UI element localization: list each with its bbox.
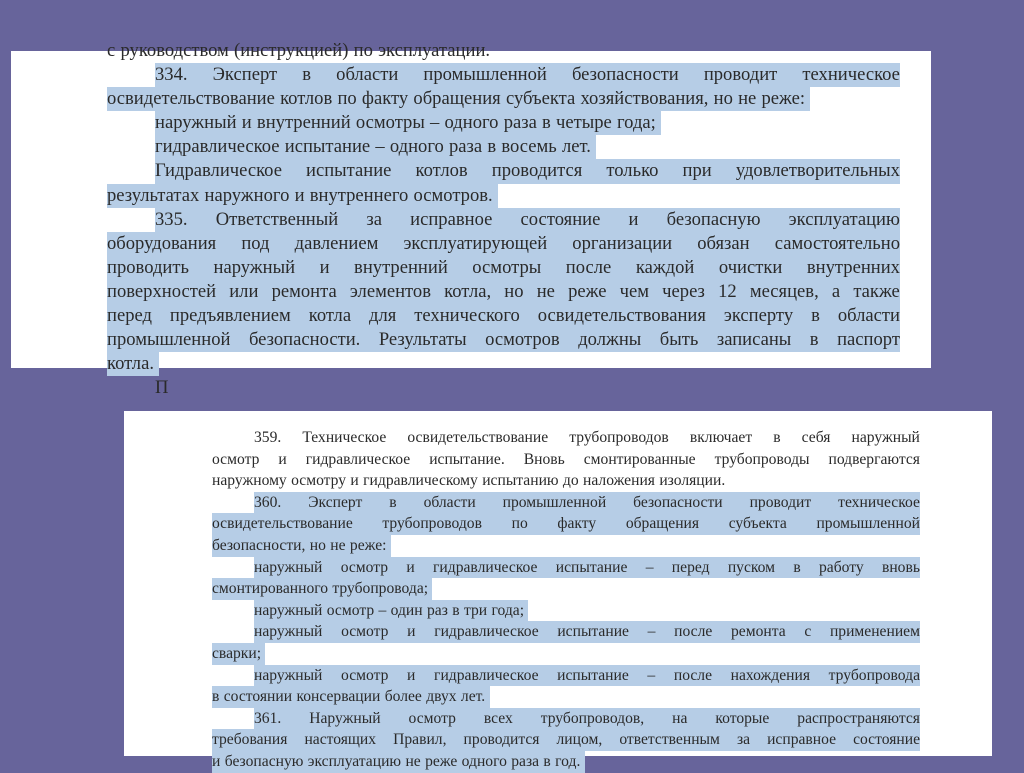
word: состоянии <box>224 686 297 708</box>
word: факту <box>362 87 413 111</box>
word: пуском <box>728 557 775 579</box>
word: внутренних <box>807 256 900 280</box>
top-document-text <box>107 39 900 400</box>
word: лет. <box>461 686 490 708</box>
document-line <box>107 159 900 183</box>
word: Техническое <box>302 429 387 446</box>
word: осмотру <box>291 472 347 490</box>
word: Результаты <box>379 328 467 352</box>
word: промышленной <box>423 63 546 87</box>
word: проводить <box>107 256 189 280</box>
word: 335. <box>155 208 188 232</box>
document-line <box>212 708 920 730</box>
word: должны <box>578 328 641 352</box>
word: под <box>241 232 269 256</box>
word: осмотр <box>341 557 388 579</box>
word: субъекта <box>729 513 787 535</box>
word: испытание <box>557 665 629 687</box>
word: реже: <box>762 87 811 111</box>
word: П <box>155 377 169 399</box>
word: раза <box>511 751 543 773</box>
word: гидравлическое <box>433 557 537 579</box>
word: не <box>330 535 350 557</box>
word: не <box>537 280 555 304</box>
word: всех <box>484 708 513 730</box>
word: эксплуатацию <box>789 208 900 232</box>
word: котлов <box>280 87 337 111</box>
document-line <box>212 665 920 687</box>
word: до <box>562 472 579 490</box>
document-line <box>212 621 920 643</box>
word: и <box>295 184 310 208</box>
word: наружный <box>851 429 920 446</box>
word: ремонта <box>731 621 786 643</box>
word: внутренний <box>257 111 356 135</box>
word: Ответственный <box>216 208 338 232</box>
word: испытание <box>557 621 629 643</box>
word: осмотр <box>341 621 388 643</box>
word: 359. <box>254 429 282 446</box>
word: исправное <box>410 208 492 232</box>
word: применением <box>830 621 920 643</box>
word: котла. <box>107 352 159 376</box>
word: гидравлическое <box>155 135 285 159</box>
word: в <box>793 557 800 579</box>
word: в <box>452 600 464 622</box>
word: после <box>674 621 712 643</box>
word: Наружный <box>309 708 380 730</box>
word: – <box>378 600 390 622</box>
word: безопасности <box>572 63 679 87</box>
document-line <box>212 578 920 600</box>
word: области <box>336 63 398 87</box>
word: испытание <box>306 159 391 183</box>
word: и <box>242 111 257 135</box>
word: перед <box>107 304 152 328</box>
document-line <box>107 232 900 256</box>
word: года; <box>491 600 528 622</box>
word: 361. <box>254 708 281 730</box>
word: – <box>430 111 445 135</box>
word: работу <box>819 557 864 579</box>
word: наружный <box>254 600 327 622</box>
word: для <box>369 304 396 328</box>
word: в <box>302 63 311 87</box>
word: реже <box>425 751 462 773</box>
word: чем <box>620 280 649 304</box>
word: одного <box>390 135 449 159</box>
word: 360. <box>254 492 281 514</box>
document-line <box>107 256 900 280</box>
document-line <box>212 513 920 535</box>
word: Эксперт <box>308 492 362 514</box>
word: в <box>389 492 396 514</box>
document-line <box>107 135 900 159</box>
word: и <box>212 751 225 773</box>
document-line <box>107 39 900 63</box>
document-line <box>107 87 900 111</box>
word: проводит <box>704 63 778 87</box>
word: внутреннего <box>310 184 414 208</box>
document-line <box>212 600 920 622</box>
document-line <box>107 184 900 208</box>
document-line <box>212 535 920 557</box>
word: освидетельствование <box>407 429 549 446</box>
word: раз <box>427 600 452 622</box>
word: трубопровода; <box>332 578 432 600</box>
word: более <box>385 686 427 708</box>
word: и <box>278 450 287 468</box>
word: одного <box>462 751 512 773</box>
bottom-document-text <box>212 427 920 773</box>
word: проводит <box>750 492 812 514</box>
word: перед <box>672 557 710 579</box>
word: котла, <box>444 280 491 304</box>
word: гидравлическому <box>363 472 478 490</box>
word: нахождения <box>731 665 810 687</box>
word: промышленной <box>503 492 607 514</box>
word: но <box>504 280 523 304</box>
word: испытанию <box>482 472 559 490</box>
word: осмотры <box>356 111 430 135</box>
document-line <box>212 729 920 751</box>
word: 334. <box>155 63 188 87</box>
word: испытание <box>285 135 376 159</box>
word: требования <box>212 729 287 751</box>
word: безопасности <box>633 492 723 514</box>
word: четыре <box>556 111 617 135</box>
word: только <box>606 159 658 183</box>
word: области <box>838 304 900 328</box>
top-document-panel <box>11 40 931 399</box>
word: двух <box>426 686 461 708</box>
word: смонтированного <box>212 578 332 600</box>
document-line <box>212 470 920 492</box>
word: наложения <box>583 472 655 490</box>
word: оборудования <box>107 232 216 256</box>
word: в <box>810 328 819 352</box>
word: освидетельствования <box>538 304 706 328</box>
word: испытание. <box>429 450 505 468</box>
word: каждой <box>636 256 695 280</box>
word: поверхностей <box>107 280 216 304</box>
word: также <box>853 280 900 304</box>
word: на <box>672 708 687 730</box>
document-line <box>212 557 920 579</box>
word: осмотр <box>341 665 388 687</box>
word: организации <box>572 232 672 256</box>
word: области <box>424 492 476 514</box>
word: исправное <box>767 729 836 751</box>
word: освидетельствование <box>212 513 353 535</box>
word: состояние <box>521 208 601 232</box>
word: – <box>646 557 654 579</box>
word: после <box>566 256 612 280</box>
document-line <box>107 280 900 304</box>
word: осмотры <box>472 256 541 280</box>
word: самостоятельно <box>775 232 900 256</box>
word: внутренний <box>354 256 448 280</box>
word: в <box>542 111 556 135</box>
document-line <box>212 751 920 773</box>
word: Правил, <box>393 729 446 751</box>
word: за <box>366 208 382 232</box>
word: вновь <box>882 557 920 579</box>
word: очистки <box>719 256 782 280</box>
word: 12 <box>718 280 737 304</box>
word: обращения <box>413 87 506 111</box>
word: наружного <box>205 184 295 208</box>
word: один <box>391 600 427 622</box>
word: обязан <box>697 232 749 256</box>
word: в <box>811 304 820 328</box>
word: настоящих <box>304 729 376 751</box>
word: одного <box>445 111 504 135</box>
word: эксплуатации. <box>378 40 491 61</box>
word: включает <box>689 429 753 446</box>
word: изоляции. <box>659 472 726 490</box>
word: – <box>648 621 656 643</box>
word: не <box>738 87 761 111</box>
word: наружный <box>155 111 242 135</box>
word: и <box>407 665 415 687</box>
word: за <box>737 729 750 751</box>
word: осмотров <box>485 328 560 352</box>
word: техническое <box>802 63 900 87</box>
word: и <box>350 472 359 490</box>
document-line <box>107 304 900 328</box>
word: наружный <box>214 256 296 280</box>
word: безопасную <box>667 208 761 232</box>
word: факту <box>557 513 596 535</box>
word: гидравлическое <box>434 665 538 687</box>
word: Эксперт <box>213 63 277 87</box>
word: – <box>375 135 390 159</box>
word: трубопроводов <box>569 429 669 446</box>
word: месяцев, <box>750 280 819 304</box>
word: обращения <box>626 513 699 535</box>
word: осмотров. <box>413 184 497 208</box>
word: наружный <box>254 557 322 579</box>
word: промышленной <box>107 328 230 352</box>
word: года; <box>617 111 661 135</box>
word: консервации <box>296 686 384 708</box>
word: эксплуатацию <box>308 751 406 773</box>
word: по <box>337 87 361 111</box>
document-line <box>107 352 900 376</box>
word: но <box>714 87 738 111</box>
word: в <box>487 135 501 159</box>
word: техническое <box>838 492 920 514</box>
word: наружному <box>212 472 287 490</box>
word: осмотр <box>327 600 379 622</box>
word: раза <box>504 111 542 135</box>
document-line <box>107 208 900 232</box>
word: в <box>543 751 555 773</box>
word: в <box>212 686 224 708</box>
word: наружный <box>254 621 322 643</box>
word: через <box>662 280 705 304</box>
word: сварки; <box>212 643 265 665</box>
word: промышленной <box>816 513 920 535</box>
word: состояние <box>853 729 920 751</box>
word: лицом, <box>557 729 603 751</box>
word: по <box>353 40 373 61</box>
word: реже: <box>350 535 391 557</box>
document-line <box>212 686 920 708</box>
word: год. <box>555 751 585 773</box>
document-line <box>212 643 920 665</box>
word: три <box>464 600 492 622</box>
word: по <box>512 513 528 535</box>
word: и <box>629 208 639 232</box>
word: смонтированные <box>583 450 696 468</box>
word: паспорт <box>837 328 900 352</box>
word: восемь <box>501 135 562 159</box>
document-line <box>107 63 900 87</box>
word: эксперту <box>724 304 793 328</box>
document-line <box>212 492 920 514</box>
document-line <box>212 449 920 471</box>
word: ремонта <box>272 280 337 304</box>
word: котлов <box>416 159 468 183</box>
word: гидравлическое <box>434 621 538 643</box>
word: реже <box>568 280 606 304</box>
word: трубопроводы <box>714 450 810 468</box>
document-line <box>212 427 920 449</box>
word: удовлетворительных <box>736 159 900 183</box>
word: трубопроводов, <box>541 708 644 730</box>
word: при <box>683 159 712 183</box>
word: и <box>407 621 415 643</box>
word: руководством <box>120 40 229 61</box>
word: трубопровода <box>829 665 920 687</box>
word: распространяются <box>797 708 920 730</box>
word: испытание <box>556 557 628 579</box>
word: – <box>647 665 655 687</box>
word: трубопроводов <box>382 513 482 535</box>
word: ответственным <box>619 729 720 751</box>
word: хозяйствования, <box>580 87 713 111</box>
word: которые <box>715 708 769 730</box>
word: записаны <box>717 328 791 352</box>
word: и <box>406 557 414 579</box>
word: давлением <box>295 232 379 256</box>
word: котла <box>309 304 351 328</box>
word: технического <box>414 304 520 328</box>
document-line <box>107 328 900 352</box>
word: с <box>107 40 116 61</box>
word: осмотр <box>409 708 456 730</box>
word: с <box>804 621 811 643</box>
word: субъекта <box>506 87 581 111</box>
word: безопасную <box>225 751 308 773</box>
word: подвергаются <box>828 450 920 468</box>
word: раза <box>449 135 487 159</box>
word: проводится <box>464 729 540 751</box>
word: проводится <box>492 159 583 183</box>
word: не <box>405 751 425 773</box>
word: безопасности. <box>249 328 360 352</box>
word: себя <box>801 429 831 446</box>
word: элементов <box>350 280 431 304</box>
document-line <box>107 111 900 135</box>
word: или <box>229 280 258 304</box>
word: быть <box>660 328 699 352</box>
word: и <box>320 256 330 280</box>
word: но <box>310 535 331 557</box>
word: результатах <box>107 184 205 208</box>
word: лет. <box>562 135 596 159</box>
word: осмотр <box>212 450 260 468</box>
word: Вновь <box>523 450 565 468</box>
word: Гидравлическое <box>155 159 282 183</box>
word: в <box>773 429 781 446</box>
word: (инструкцией) <box>234 40 349 61</box>
word: наружный <box>254 665 322 687</box>
word: освидетельствование <box>107 87 280 111</box>
document-line <box>107 376 900 400</box>
word: безопасности, <box>212 535 310 557</box>
word: эксплуатирующей <box>403 232 547 256</box>
word: предъявлением <box>170 304 291 328</box>
word: а <box>832 280 840 304</box>
bottom-document-panel <box>124 411 992 770</box>
word: после <box>674 665 712 687</box>
word: гидравлическое <box>305 450 411 468</box>
